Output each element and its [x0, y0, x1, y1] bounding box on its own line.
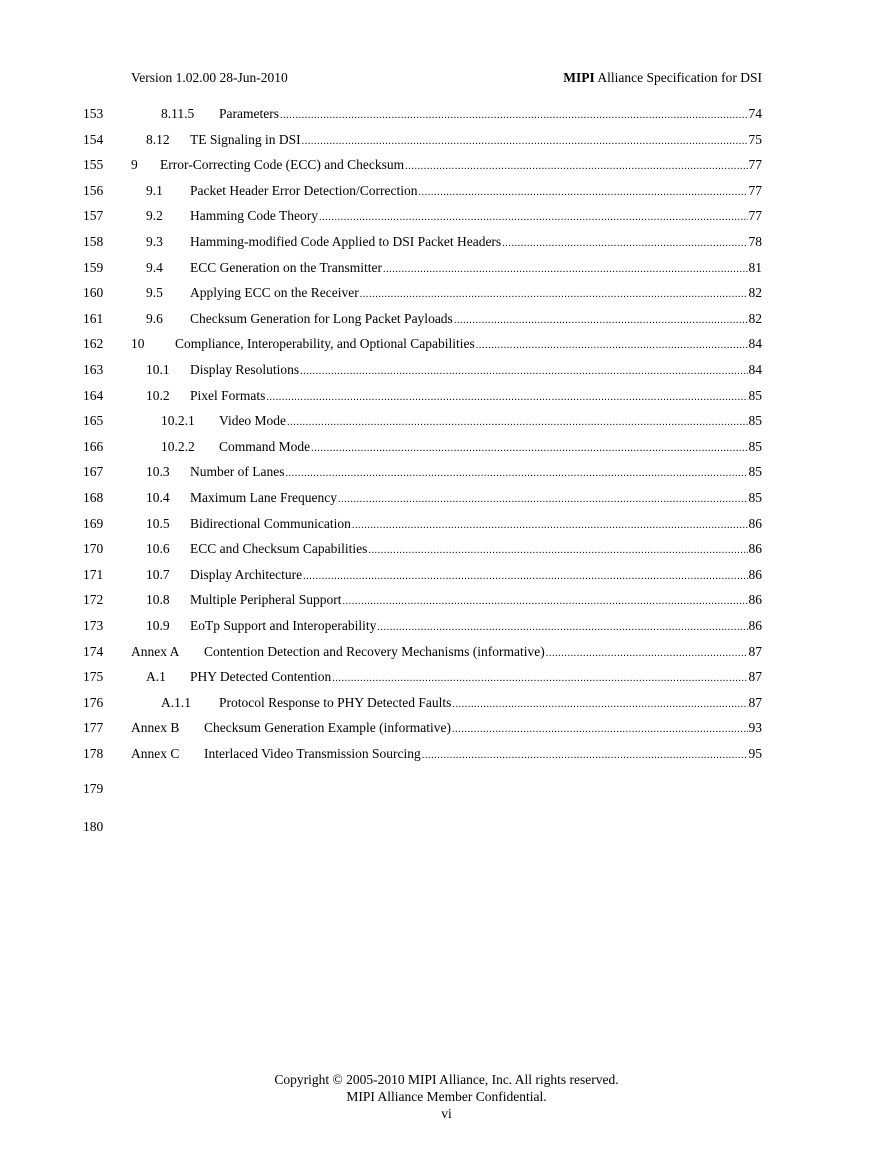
line-number: 159: [83, 259, 104, 275]
toc-row: [0, 131, 893, 149]
dot-leader: [342, 593, 747, 611]
toc-title: Packet Header Error Detection/Correction: [190, 182, 418, 198]
toc-section-number: 10.3: [146, 464, 170, 480]
toc-section-number: 10: [131, 336, 145, 352]
toc-title: Hamming Code Theory: [190, 208, 318, 224]
toc-row: [0, 463, 893, 481]
toc-entry[interactable]: [190, 207, 762, 227]
toc-section-number: Annex B: [131, 720, 180, 736]
toc-section-number: A.1.1: [161, 694, 191, 710]
toc-section-number: 9: [131, 157, 138, 173]
toc-title: Pixel Formats: [190, 387, 266, 403]
toc-page-number: 86: [748, 566, 762, 582]
toc-entry[interactable]: [190, 182, 762, 202]
toc-title: ECC and Checksum Capabilities: [190, 541, 368, 557]
line-number: 176: [83, 694, 104, 710]
toc-row: [0, 668, 893, 686]
toc-section-number: 10.8: [146, 592, 170, 608]
toc-entry[interactable]: [190, 668, 762, 688]
empty-row: [0, 818, 893, 836]
toc-section-number: 10.1: [146, 362, 170, 377]
toc-entry[interactable]: [204, 745, 762, 765]
line-number: 153: [83, 106, 104, 121]
toc-title: Display Architecture: [190, 566, 303, 582]
toc-page-number: 87: [748, 669, 762, 685]
copyright-line: Copyright © 2005-2010 MIPI Alliance, Inc. All rights reserved.: [274, 1072, 619, 1087]
toc-section-number: 10.5: [146, 515, 170, 531]
dot-leader: [332, 670, 747, 688]
toc-title: Contention Detection and Recovery Mechanisms (informative): [204, 643, 545, 659]
toc-row: [0, 182, 893, 200]
toc-row: [0, 617, 893, 635]
toc-title: ECC Generation on the Transmitter: [190, 259, 382, 275]
line-number: 158: [83, 234, 104, 249]
toc-section-number: 10.2.1: [161, 413, 195, 429]
line-number: 171: [83, 566, 104, 582]
toc-entry[interactable]: [190, 361, 762, 381]
line-number: 168: [83, 490, 104, 505]
toc-title: Compliance, Interoperability, and Optional Capabilities: [175, 336, 475, 352]
toc-entry[interactable]: [204, 643, 762, 663]
toc-page-number: 85: [748, 464, 762, 480]
toc-section-number: 9.1: [146, 182, 163, 198]
confidential-line: MIPI Alliance Member Confidential.: [346, 1089, 547, 1104]
toc-entry[interactable]: [190, 463, 762, 483]
toc-row: [0, 233, 893, 251]
line-number: 163: [83, 362, 104, 377]
toc-page-number: 85: [748, 438, 762, 454]
spec-title-rest: Alliance Specification for DSI: [594, 70, 762, 85]
toc-row: [0, 745, 893, 763]
version-label: Version 1.02.00 28-Jun-2010: [131, 70, 288, 85]
dot-leader: [452, 696, 747, 714]
toc-page-number: 84: [748, 362, 762, 377]
toc-page-number: 77: [748, 208, 762, 224]
dot-leader: [287, 414, 747, 432]
toc-title: Number of Lanes: [190, 464, 285, 480]
line-number: 172: [83, 592, 104, 608]
line-number: 156: [83, 182, 104, 198]
line-number: 161: [83, 310, 104, 326]
line-number: 177: [83, 720, 104, 736]
toc-title: Hamming-modified Code Applied to DSI Packet Headers: [190, 234, 502, 249]
dot-leader: [360, 286, 748, 304]
line-number: 173: [83, 618, 104, 633]
toc-section-number: 9.6: [146, 310, 163, 326]
line-number: 164: [83, 387, 104, 403]
toc-page-number: 93: [748, 720, 762, 736]
toc-page-number: 87: [748, 643, 762, 659]
line-number: 154: [83, 131, 104, 147]
toc-page-number: 82: [748, 285, 762, 301]
dot-leader: [502, 235, 747, 253]
page-number: vi: [441, 1106, 452, 1121]
toc-row: [0, 489, 893, 507]
line-number: 179: [83, 781, 104, 796]
toc-title: Video Mode: [219, 413, 287, 429]
toc-row: [0, 719, 893, 737]
line-number: 160: [83, 285, 104, 301]
toc-section-number: 9.3: [146, 234, 163, 249]
toc-section-number: Annex C: [131, 746, 180, 761]
toc-page-number: 81: [748, 259, 762, 275]
toc-row: [0, 566, 893, 584]
dot-leader: [300, 363, 747, 381]
toc-title: Checksum Generation for Long Packet Payloads: [190, 310, 453, 326]
toc-entry[interactable]: [219, 412, 762, 432]
toc-entry[interactable]: [219, 105, 762, 125]
toc-section-number: 9.4: [146, 259, 163, 275]
toc-title: TE Signaling in DSI: [190, 131, 301, 147]
toc-page-number: 85: [748, 387, 762, 403]
toc-entry[interactable]: [190, 515, 762, 535]
dot-leader: [368, 542, 747, 560]
toc-page-number: 86: [748, 515, 762, 531]
toc-entry[interactable]: [175, 335, 762, 355]
toc-entry[interactable]: [204, 719, 762, 739]
toc-section-number: 10.2: [146, 387, 170, 403]
dot-leader: [352, 517, 748, 535]
toc-entry[interactable]: [190, 540, 762, 560]
toc-page-number: 95: [748, 746, 762, 761]
toc-entry[interactable]: [190, 284, 762, 304]
toc-section-number: 10.6: [146, 541, 170, 557]
toc-entry[interactable]: [190, 310, 762, 330]
line-number: 178: [83, 746, 104, 761]
dot-leader: [377, 619, 747, 637]
dot-leader: [419, 184, 748, 202]
toc-title: Command Mode: [219, 438, 311, 454]
dot-leader: [280, 107, 748, 125]
toc-title: Checksum Generation Example (informative): [204, 720, 452, 736]
toc-page-number: 82: [748, 310, 762, 326]
line-number: 174: [83, 643, 104, 659]
dot-leader: [303, 568, 747, 586]
toc-section-number: Annex A: [131, 643, 180, 659]
toc-entry[interactable]: [219, 438, 762, 458]
dot-leader: [454, 312, 748, 330]
toc-entry[interactable]: [219, 694, 762, 714]
dot-leader: [476, 337, 748, 355]
toc-row: [0, 643, 893, 661]
toc-row: [0, 335, 893, 353]
toc-row: [0, 515, 893, 533]
toc-row: [0, 412, 893, 430]
dot-leader: [266, 389, 747, 407]
toc-entry[interactable]: [190, 489, 762, 509]
toc-entry[interactable]: [190, 233, 762, 253]
line-number: 167: [83, 464, 104, 480]
toc-row: [0, 438, 893, 456]
page-footer: [0, 1071, 893, 1122]
toc-title: PHY Detected Contention: [190, 669, 332, 685]
line-number: 155: [83, 157, 104, 173]
toc-entry[interactable]: [190, 591, 762, 611]
toc-title: Parameters: [219, 106, 279, 121]
dot-leader: [422, 747, 748, 765]
dot-leader: [338, 491, 748, 509]
toc-entry[interactable]: [190, 259, 762, 279]
toc-section-number: 8.12: [146, 131, 170, 147]
dot-leader: [383, 261, 748, 279]
line-number: 166: [83, 438, 104, 454]
toc-page-number: 85: [748, 413, 762, 429]
spec-title-bold: MIPI: [563, 70, 595, 85]
line-number: 180: [83, 819, 104, 834]
toc-page-number: 86: [748, 541, 762, 557]
dot-leader: [311, 440, 747, 458]
toc-page-number: 87: [748, 694, 762, 710]
toc-row: [0, 259, 893, 277]
toc-page-number: 74: [748, 106, 762, 121]
toc-row: [0, 207, 893, 225]
dot-leader: [405, 158, 747, 176]
toc-page-number: 84: [748, 336, 762, 352]
empty-row: [0, 780, 893, 798]
toc-entry[interactable]: [190, 131, 762, 151]
toc-section-number: 10.2.2: [161, 438, 195, 454]
toc-page-number: 75: [748, 131, 762, 147]
dot-leader: [546, 645, 748, 663]
toc-row: [0, 284, 893, 302]
line-number: 175: [83, 669, 104, 685]
line-number: 157: [83, 208, 104, 224]
toc-page-number: 85: [748, 490, 762, 505]
dot-leader: [302, 133, 748, 151]
toc-row: [0, 156, 893, 174]
toc-section-number: 10.9: [146, 618, 170, 633]
toc-row: [0, 591, 893, 609]
toc-row: [0, 540, 893, 558]
toc-title: Interlaced Video Transmission Sourcing: [204, 746, 421, 761]
toc-section-number: 10.7: [146, 566, 170, 582]
page-header: [131, 70, 762, 88]
toc-title: Multiple Peripheral Support: [190, 592, 342, 608]
toc-title: Error-Correcting Code (ECC) and Checksum: [160, 157, 405, 173]
toc-entry[interactable]: [160, 156, 762, 176]
toc-entry[interactable]: [190, 566, 762, 586]
toc-page-number: 86: [748, 618, 762, 633]
toc-section-number: 8.11.5: [161, 106, 195, 121]
dot-leader: [285, 465, 747, 483]
toc-row: [0, 310, 893, 328]
dot-leader: [452, 721, 747, 739]
toc-section-number: A.1: [146, 669, 166, 685]
toc-row: [0, 387, 893, 405]
toc-page-number: 86: [748, 592, 762, 608]
line-number: 170: [83, 541, 104, 557]
toc-page-number: 78: [748, 234, 762, 249]
dot-leader: [319, 209, 748, 227]
toc-row: [0, 105, 893, 123]
toc-section-number: 10.4: [146, 490, 170, 505]
toc-entry[interactable]: [190, 617, 762, 637]
line-number: 165: [83, 413, 104, 429]
toc-section-number: 9.5: [146, 285, 163, 301]
toc-entry[interactable]: [190, 387, 762, 407]
toc-title: Bidirectional Communication: [190, 515, 351, 531]
toc-title: Protocol Response to PHY Detected Faults: [219, 694, 452, 710]
toc-title: Display Resolutions: [190, 362, 300, 377]
toc-page-number: 77: [748, 182, 762, 198]
line-number: 162: [83, 336, 104, 352]
spec-title: [563, 70, 762, 86]
toc-title: EoTp Support and Interoperability: [190, 618, 377, 633]
toc-page-number: 77: [748, 157, 762, 173]
toc-section-number: 9.2: [146, 208, 163, 224]
toc-row: [0, 361, 893, 379]
toc-title: Applying ECC on the Receiver: [190, 285, 359, 301]
toc-row: [0, 694, 893, 712]
line-number: 169: [83, 515, 104, 531]
toc-title: Maximum Lane Frequency: [190, 490, 337, 505]
